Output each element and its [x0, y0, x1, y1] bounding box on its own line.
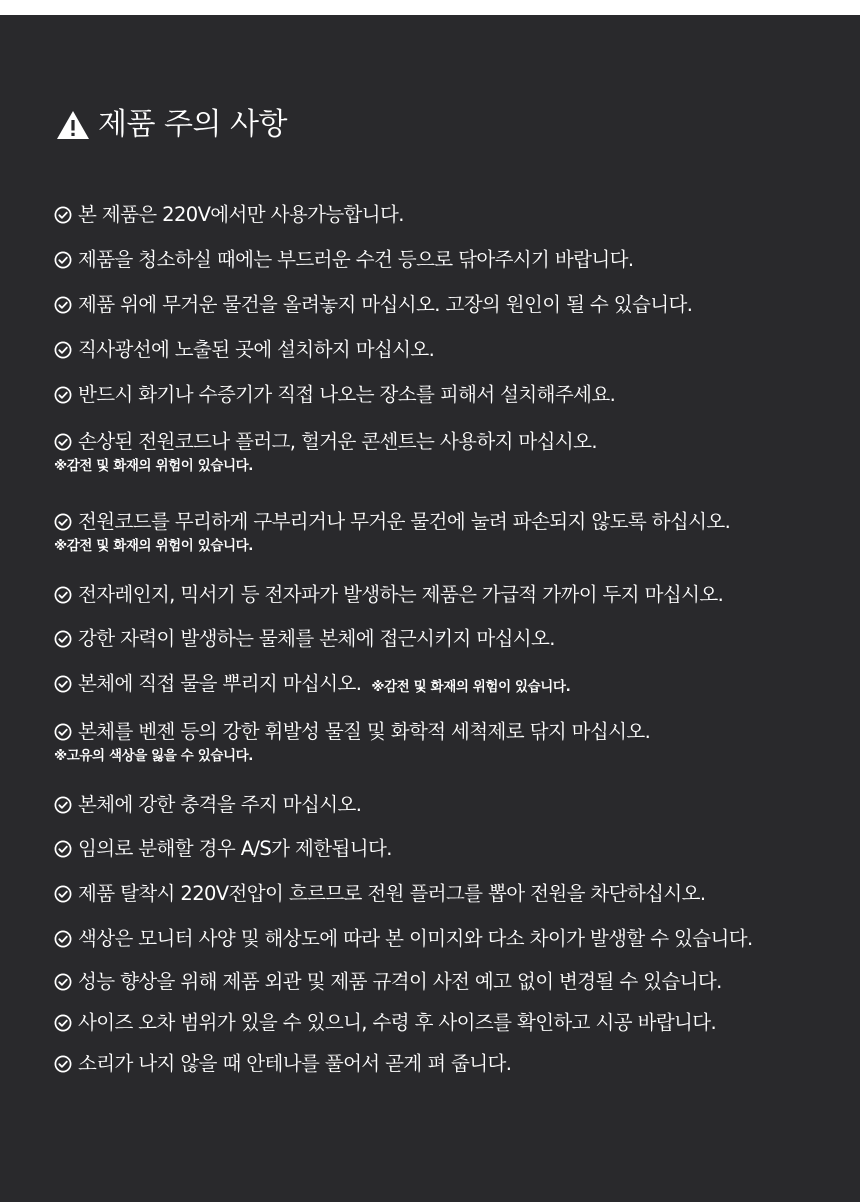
caution-panel	[0, 15, 860, 1202]
warning-note: ※감전 및 화재의 위험이 있습니다.	[54, 538, 253, 554]
check-circle-icon	[54, 840, 72, 858]
list-item	[54, 508, 854, 555]
check-circle-icon	[54, 341, 72, 359]
list-item	[54, 925, 854, 953]
list-item-text: 본 제품은 220V에서만 사용가능합니다.	[78, 203, 404, 226]
top-strip	[0, 0, 860, 15]
list-item	[54, 670, 854, 698]
list-item-text: 제품 위에 무거운 물건을 올려놓지 마십시오. 고장의 원인이 될 수 있습니다.	[78, 293, 693, 316]
warning-note: ※감전 및 화재의 위험이 있습니다.	[54, 458, 253, 474]
list-item	[54, 201, 854, 229]
list-item-line	[54, 625, 854, 653]
list-item-line	[54, 718, 854, 746]
check-circle-icon	[54, 251, 72, 269]
list-item-line	[54, 381, 854, 409]
list-item-text: 손상된 전원코드나 플러그, 헐거운 콘센트는 사용하지 마십시오.	[78, 430, 597, 453]
list-item-line	[54, 291, 854, 319]
check-circle-icon	[54, 433, 72, 451]
list-item-line	[54, 581, 854, 609]
caution-list	[0, 15, 860, 1202]
list-item-line	[54, 1009, 854, 1037]
list-item-line	[54, 246, 854, 274]
list-item-line	[54, 428, 854, 456]
warning-note: ※감전 및 화재의 위험이 있습니다.	[371, 679, 571, 695]
check-circle-icon	[54, 513, 72, 531]
list-item	[54, 835, 854, 863]
list-item-text: 소리가 나지 않을 때 안테나를 풀어서 곧게 펴 줍니다.	[78, 1052, 512, 1075]
page-title: 제품 주의 사항	[98, 107, 287, 142]
list-item-text: 전자레인지, 믹서기 등 전자파가 발생하는 제품은 가급적 가까이 두지 마십시오.	[78, 583, 724, 606]
list-item	[54, 1050, 854, 1078]
list-item-line	[54, 880, 854, 908]
check-circle-icon	[54, 386, 72, 404]
list-item-line	[54, 1050, 854, 1078]
list-item-line	[54, 925, 854, 953]
list-item-text: 본체에 직접 물을 뿌리지 마십시오.	[78, 672, 362, 695]
list-item	[54, 581, 854, 609]
list-item-text: 임의로 분해할 경우 A/S가 제한됩니다.	[78, 837, 392, 860]
list-item-line	[54, 508, 854, 536]
list-item	[54, 1009, 854, 1037]
list-item-text: 색상은 모니터 사양 및 해상도에 따라 본 이미지와 다소 차이가 발생할 수 있습니다.	[78, 927, 753, 950]
list-item	[54, 791, 854, 819]
check-circle-icon	[54, 973, 72, 991]
check-circle-icon	[54, 796, 72, 814]
list-item	[54, 336, 854, 364]
list-item	[54, 381, 854, 409]
list-item-text: 본체에 강한 충격을 주지 마십시오.	[78, 793, 362, 816]
list-item-line	[54, 791, 854, 819]
list-item-line	[54, 835, 854, 863]
list-item-text: 제품을 청소하실 때에는 부드러운 수건 등으로 닦아주시기 바랍니다.	[78, 248, 634, 271]
list-item-text: 성능 향상을 위해 제품 외관 및 제품 규격이 사전 예고 없이 변경될 수 있습니다.	[78, 970, 722, 993]
check-circle-icon	[54, 930, 72, 948]
check-circle-icon	[54, 1014, 72, 1032]
check-circle-icon	[54, 296, 72, 314]
list-item-line	[54, 968, 854, 996]
list-item	[54, 718, 854, 765]
list-item-text: 제품 탈착시 220V전압이 흐르므로 전원 플러그를 뽑아 전원을 차단하십시오.	[78, 882, 706, 905]
list-item	[54, 968, 854, 996]
check-circle-icon	[54, 723, 72, 741]
list-item-line	[54, 336, 854, 364]
warning-note: ※고유의 색상을 잃을 수 있습니다.	[54, 748, 253, 764]
list-item-text: 전원코드를 무리하게 구부리거나 무거운 물건에 눌려 파손되지 않도록 하십시오.	[78, 510, 731, 533]
check-circle-icon	[54, 675, 72, 693]
list-item-line	[54, 201, 854, 229]
list-item-text: 본체를 벤젠 등의 강한 휘발성 물질 및 화학적 세척제로 닦지 마십시오.	[78, 720, 651, 743]
list-item	[54, 246, 854, 274]
check-circle-icon	[54, 630, 72, 648]
list-item-text: 직사광선에 노출된 곳에 설치하지 마십시오.	[78, 338, 435, 361]
check-circle-icon	[54, 1055, 72, 1073]
list-item-line	[54, 670, 854, 698]
check-circle-icon	[54, 206, 72, 224]
check-circle-icon	[54, 885, 72, 903]
list-item	[54, 880, 854, 908]
list-item	[54, 625, 854, 653]
check-circle-icon	[54, 586, 72, 604]
list-item-text: 사이즈 오차 범위가 있을 수 있으니, 수령 후 사이즈를 확인하고 시공 바랍니다.	[78, 1011, 717, 1034]
list-item-text: 강한 자력이 발생하는 물체를 본체에 접근시키지 마십시오.	[78, 627, 555, 650]
list-item-text: 반드시 화기나 수증기가 직접 나오는 장소를 피해서 설치해주세요.	[78, 383, 616, 406]
list-item	[54, 291, 854, 319]
list-item	[54, 428, 854, 475]
